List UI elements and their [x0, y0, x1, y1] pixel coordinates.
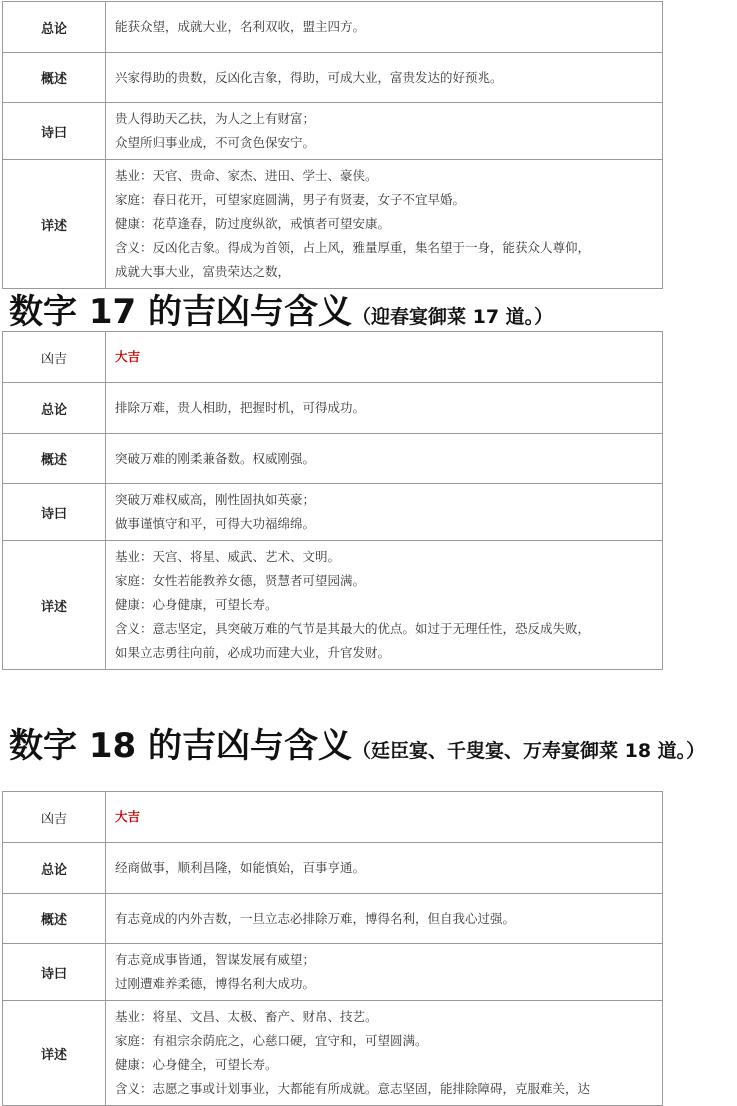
table-row — [3, 53, 663, 103]
text-line: 健康：花草逢春，防过度纵欲，戒慎者可望安康。 — [115, 216, 391, 231]
row-value — [106, 332, 663, 383]
text-line: 家庭：春日花开，可望家庭圆满，男子有贤妻，女子不宜早婚。 — [115, 192, 466, 207]
row-value — [106, 1001, 663, 1106]
table-row — [3, 434, 663, 484]
row-value — [106, 894, 663, 944]
text-line: 有志竟成的内外吉数，一旦立志必排除万难，博得名利，但自我心过强。 — [115, 910, 516, 926]
table-row — [3, 792, 663, 843]
section16-table — [2, 1, 663, 289]
row-label-shiyue: 诗曰 — [3, 103, 106, 160]
text-line: 众望所归事业成，不可贪色保安宁。 — [115, 135, 316, 150]
text-line: 含义：志愿之事或计划事业，大都能有所成就。意志坚固，能排除障碍，克服难关，达 — [115, 1081, 591, 1096]
row-value — [106, 843, 663, 894]
section18-subtitle: （廷臣宴、千叟宴、万寿宴御菜 18 道。） — [352, 740, 706, 762]
text-line: 兴家得助的贵数，反凶化吉象，得助，可成大业，富贵发达的好预兆。 — [115, 69, 503, 85]
table-row — [3, 843, 663, 894]
row-value — [106, 53, 663, 103]
row-value — [106, 541, 663, 670]
section18-table — [2, 791, 663, 1106]
row-value — [106, 160, 663, 289]
table-row — [3, 103, 663, 160]
text-line: 做事谨慎守和平，可得大功福绵绵。 — [115, 516, 316, 531]
row-label-xiangshu: 详述 — [3, 160, 106, 289]
section17-title: 数字 17 的吉凶与含义 — [9, 292, 352, 332]
text-line: 基业：天官、贵命、家杰、进田、学士、豪侠。 — [115, 168, 378, 183]
row-label-zonglun: 总论 — [3, 383, 106, 434]
text-line: 经商做事，顺利昌隆，如能慎始，百事亨通。 — [115, 860, 366, 875]
text-line: 突破万难权威高，刚性固执如英豪； — [115, 492, 316, 507]
text-line: 突破万难的刚柔兼备数。权威刚强。 — [115, 450, 316, 466]
row-label-xiangshu: 详述 — [3, 1001, 106, 1106]
fortune-badge: 大吉 — [115, 349, 141, 364]
row-label-gaishu: 概述 — [3, 894, 106, 944]
section18-title: 数字 18 的吉凶与含义 — [9, 726, 352, 766]
row-label-gaishu: 概述 — [3, 53, 106, 103]
section17-subtitle: （迎春宴御菜 17 道。） — [352, 306, 554, 328]
row-label-zonglun: 总论 — [3, 843, 106, 894]
table-row — [3, 944, 663, 1001]
fortune-badge: 大吉 — [115, 809, 141, 824]
row-value — [106, 792, 663, 843]
text-line: 基业：天宫、将星、威武、艺术、文明。 — [115, 549, 341, 564]
text-line: 健康：心身健康，可望长寿。 — [115, 597, 278, 612]
table-row — [3, 894, 663, 944]
row-value — [106, 944, 663, 1001]
table-row — [3, 2, 663, 53]
table-row — [3, 383, 663, 434]
text-line: 健康：心身健全，可望长寿。 — [115, 1057, 278, 1072]
row-value — [106, 383, 663, 434]
row-label-shiyue: 诗曰 — [3, 944, 106, 1001]
text-line: 过刚遭难养柔德，博得名利大成功。 — [115, 976, 316, 991]
text-line: 家庭：女性若能教养女德，贤慧者可望园满。 — [115, 573, 366, 588]
text-line: 有志竟成事皆通，智谋发展有威望； — [115, 952, 316, 967]
row-value — [106, 434, 663, 484]
table-row — [3, 484, 663, 541]
row-label-shiyue: 诗曰 — [3, 484, 106, 541]
section18-heading — [9, 718, 705, 767]
row-value — [106, 103, 663, 160]
row-value — [106, 2, 663, 53]
text-line: 基业：将星、文昌、太极、畜产、财帛、技艺。 — [115, 1009, 378, 1024]
text-line: 贵人得助天乙扶，为人之上有财富； — [115, 111, 316, 126]
table-row — [3, 332, 663, 383]
row-label-xiongji: 凶吉 — [3, 332, 106, 383]
text-line: 能获众望，成就大业，名利双收，盟主四方。 — [115, 19, 366, 34]
text-line: 如果立志勇往向前，必成功而建大业，升官发财。 — [115, 645, 391, 660]
row-label-xiongji: 凶吉 — [3, 792, 106, 843]
row-label-gaishu: 概述 — [3, 434, 106, 484]
text-line: 成就大事大业，富贵荣达之数， — [115, 264, 291, 279]
row-value — [106, 484, 663, 541]
row-label-xiangshu: 详述 — [3, 541, 106, 670]
text-line: 含义：反凶化吉象。得成为首领，占上风，雅量厚重，集名望于一身，能获众人尊仰， — [115, 240, 591, 255]
row-label-zonglun: 总论 — [3, 2, 106, 53]
table-row — [3, 1001, 663, 1106]
table-row — [3, 541, 663, 670]
section17-table — [2, 331, 663, 670]
text-line: 含义：意志坚定，具突破万难的气节是其最大的优点。如过于无理任性，恐反成失败， — [115, 621, 591, 636]
text-line: 家庭：有祖宗余荫庇之，心慈口硬，宜守和，可望圆满。 — [115, 1033, 428, 1048]
table-row — [3, 160, 663, 289]
text-line: 排除万难，贵人相助，把握时机，可得成功。 — [115, 400, 366, 415]
section17-heading — [9, 284, 553, 333]
